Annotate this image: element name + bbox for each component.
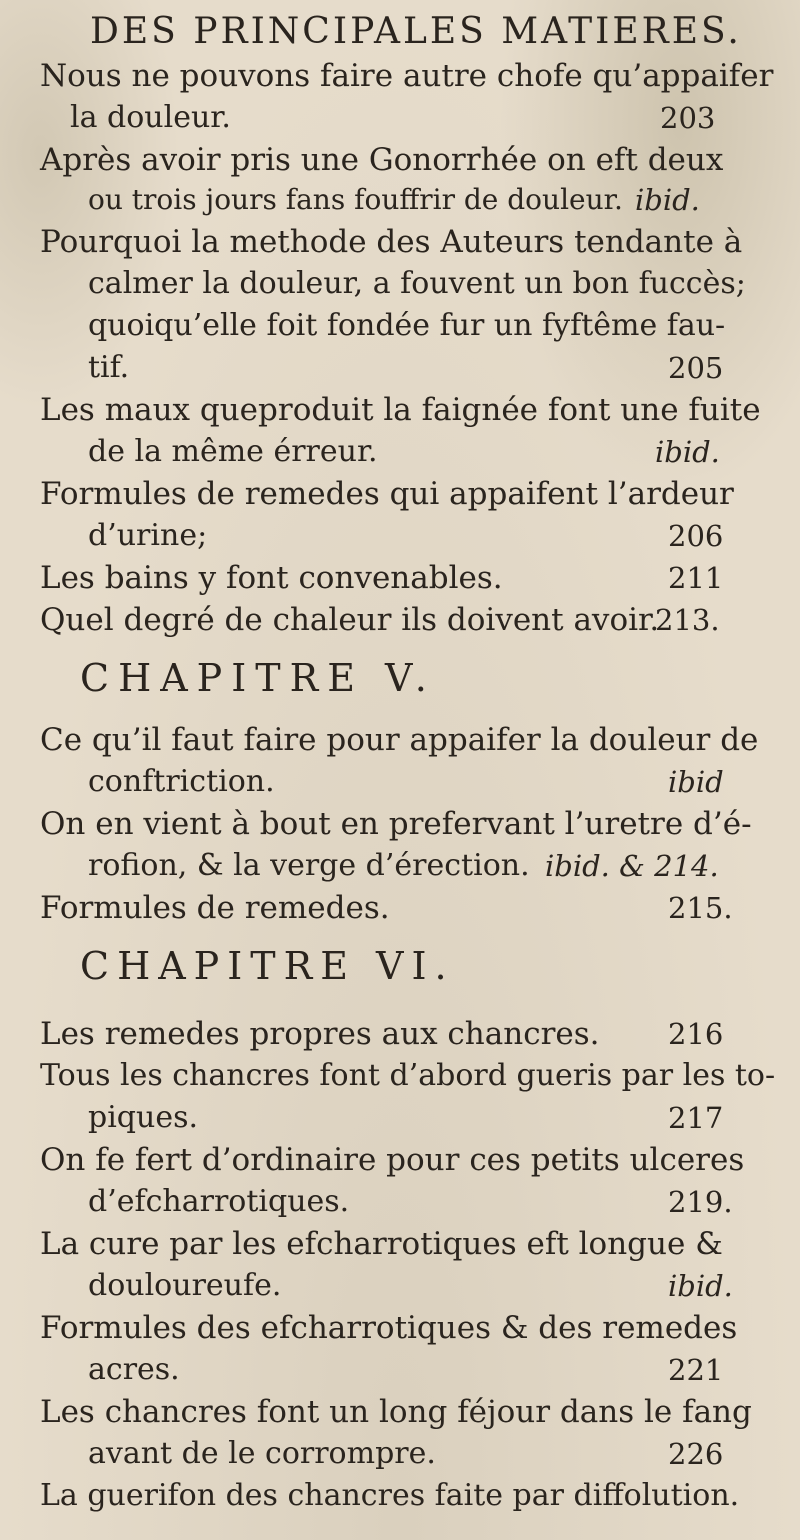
entry-line: Les chancres font un long féjour dans le fang [40, 1394, 752, 1430]
entry-line: la douleur. [70, 100, 231, 135]
page-number: 206 [668, 519, 724, 553]
entry-line: d’urine; [88, 518, 208, 553]
entry-line: Nous ne pouvons faire autre chofe qu’appaifer [40, 58, 774, 94]
page-number: 217 [668, 1101, 724, 1135]
entry-line: acres. [88, 1352, 180, 1387]
entry-line: quoiqu’elle foit fondée fur un fyftême fau- [88, 308, 726, 343]
entry-line: conftriction. [88, 764, 275, 799]
page-number: 221 [668, 1353, 724, 1387]
page-number: 203 [660, 101, 716, 135]
page-number: 215. [668, 891, 733, 925]
entry-line: d’efcharrotiques. [88, 1184, 350, 1219]
page-number: ibid. & 214. [545, 849, 719, 883]
entry-line: tif. [88, 350, 130, 385]
entry-line: On fe fert d’ordinaire pour ces petits ulceres [40, 1142, 745, 1178]
page-title: DES PRINCIPALES MATIERES. [90, 11, 742, 52]
entry-line: On en vient à bout en prefervant l’uretre d’é- [40, 806, 752, 842]
entry-line: Formules de remedes qui appaifent l’ardeur [40, 476, 734, 512]
chapter-heading: CHAPITRE V. [80, 656, 436, 700]
entry-line: Après avoir pris une Gonorrhée on eft deux [40, 142, 724, 178]
entry-line: Formules des efcharrotiques & des remedes [40, 1310, 738, 1346]
entry-line: La cure par les efcharrotiques eft longue & [40, 1226, 723, 1262]
page-number: ibid. [635, 183, 700, 217]
entry-line: Tous les chancres font d’abord gueris par les to- [40, 1058, 776, 1093]
entry-line: avant de le corrompre. [88, 1436, 436, 1471]
entry-line: Les maux queproduit la faignée font une fuite [40, 392, 761, 428]
entry-line: rofion, & la verge d’érection. [88, 848, 530, 883]
entry-line: Pourquoi la methode des Auteurs tendante à [40, 224, 743, 260]
chapter-heading: CHAPITRE VI. [80, 944, 455, 988]
page-number: ibid. [655, 435, 720, 469]
page-number: 226 [668, 1437, 724, 1471]
entry-line: Quel degré de chaleur ils doivent avoir. [40, 602, 660, 638]
page-number: 205 [668, 351, 724, 385]
entry-line: Ce qu’il faut faire pour appaifer la douleur de [40, 722, 759, 758]
entry-line: ou trois jours fans fouffrir de douleur. [88, 183, 623, 216]
page-number: 213. [655, 603, 720, 637]
entry-line: douloureufe. [88, 1268, 282, 1303]
entry-line: piques. [88, 1100, 199, 1135]
page-number: 219. [668, 1185, 733, 1219]
entry-line: calmer la douleur, a fouvent un bon fuccès; [88, 266, 746, 301]
entry-line: Les bains y font convenables. [40, 560, 503, 596]
page-number: ibid [668, 765, 724, 799]
page-number: 211 [668, 561, 724, 595]
page-number: 216 [668, 1017, 724, 1051]
page-number: ibid. [668, 1269, 733, 1303]
entry-line: La guerifon des chancres faite par diffolution. [40, 1478, 740, 1513]
entry-line: Les remedes propres aux chancres. [40, 1016, 600, 1052]
entry-line: Formules de remedes. [40, 890, 390, 926]
entry-line: de la même érreur. [88, 434, 378, 469]
